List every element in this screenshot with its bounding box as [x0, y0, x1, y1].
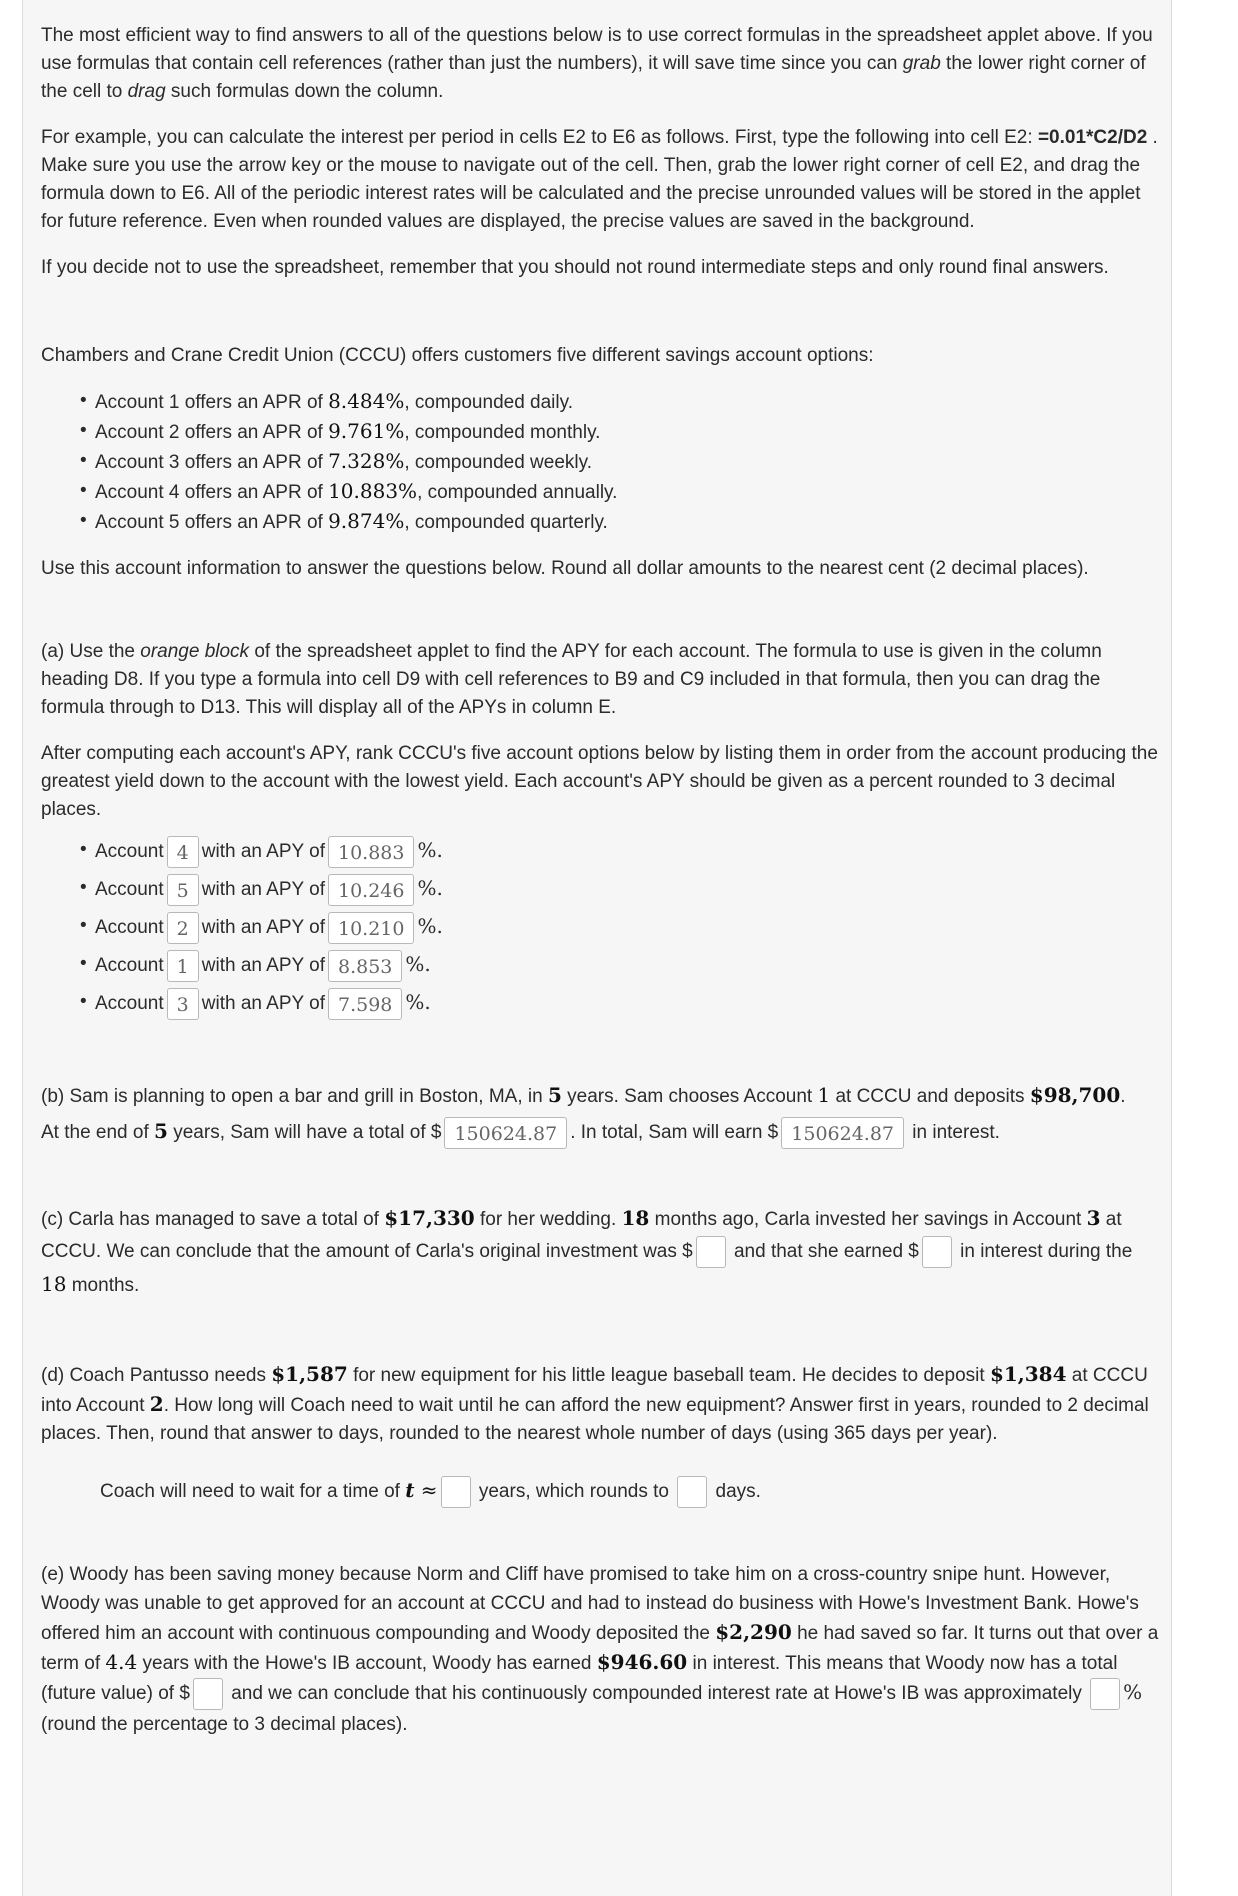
ranking-row: • Account 5 with an APY of 10.246 %.	[95, 874, 1161, 912]
wait-years-input[interactable]	[441, 1476, 471, 1508]
part-a-paragraph-1: (a) Use the orange block of the spreadsheet applet to find the APY for each account. The formula to use is given in the column heading D8. If you type a formula into cell D9 with cell references to B9 and C9 included in that formula, then you can drag the formula through to D13. This will display all of the APYs in column E.	[41, 641, 1102, 718]
account-number-input[interactable]: 1	[167, 950, 199, 982]
account-number-input[interactable]: 4	[167, 836, 199, 868]
account-item: • Account 1 offers an APR of 8.484%, compounded daily.	[95, 387, 1161, 417]
example-formula: =0.01*C2/D2	[1037, 127, 1148, 148]
apy-input[interactable]: 10.210	[328, 912, 414, 944]
apy-input[interactable]: 8.853	[328, 950, 402, 982]
part-b: (b) Sam is planning to open a bar and grill in Boston, MA, in 5 years. Sam chooses Account 1 at CCCU and deposits $98,700. At the end of 5 years, Sam will have a total of $ 150624.87 . In total, Sam will earn $ 150624.87 in interest.	[41, 1078, 1161, 1150]
apy-input[interactable]: 10.883	[328, 836, 414, 868]
ranking-row: • Account 2 with an APY of 10.210 %.	[95, 912, 1161, 950]
part-e: (e) Woody has been saving money because Norm and Cliff have promised to take him on a cross-country snipe hunt. However, Woody was unable to get approved for an account at CCCU and had to instead do business with Howe's Investment Bank. Howe's offered him an account with continuous compounding and Woody deposited the $2,290 he had saved so far. It turns out that over a term of 4.4 years with the Howe's IB account, Woody has earned $946.60 in interest. This means that Woody now has a total (future value) of $ and we can conclude that his continuously compounded interest rate at Howe's IB was approximately % (round the percentage to 3 decimal places).	[41, 1564, 1159, 1736]
part-a-paragraph-2: After computing each account's APY, rank CCCU's five account options below by listing them in order from the account producing the greatest yield down to the account with the lowest yield. Each account's APY should be given as a percent rounded to 3 decimal places.	[41, 743, 1158, 820]
rounding-note: Use this account information to answer the questions below. Round all dollar amounts to the nearest cent (2 decimal places).	[41, 558, 1089, 579]
account-number-input[interactable]: 2	[167, 912, 199, 944]
account-item: • Account 4 offers an APR of 10.883%, compounded annually.	[95, 477, 1161, 507]
part-d: (d) Coach Pantusso needs $1,587 for new equipment for his little league baseball team. He decides to deposit $1,384 at CCCU into Account 2. How long will Coach need to wait until he can afford the new equipment? Answer first in years, rounded to 2 decimal places. Then, round that answer to days, rounded to the nearest whole number of days (using 365 days per year).	[41, 1362, 1149, 1445]
original-investment-input[interactable]	[696, 1236, 726, 1268]
future-value-input[interactable]: 150624.87	[444, 1117, 567, 1149]
intro-paragraph-3: If you decide not to use the spreadsheet, remember that you should not round intermediate steps and only round final answers.	[41, 257, 1109, 278]
account-item: • Account 3 offers an APR of 7.328%, compounded weekly.	[95, 447, 1161, 477]
carla-interest-input[interactable]	[922, 1236, 952, 1268]
ranking-row: • Account 1 with an APY of 8.853 %.	[95, 950, 1161, 988]
apy-input[interactable]: 7.598	[328, 988, 402, 1020]
intro-paragraph-2: For example, you can calculate the interest per period in cells E2 to E6 as follows. First, type the following into cell E2: =0.01*C2/D2 . Make sure you use the arrow key or the mouse to navigate out of the cell. Then, grab the lower right corner of cell E2, and drag the formula down to E6. All of the periodic interest rates will be calculated and the precise unrounded values will be stored in the applet for future reference. Even when rounded values are displayed, the precise values are saved in the background.	[41, 127, 1158, 232]
part-c: (c) Carla has managed to save a total of $17,330 for her wedding. 18 months ago, Carla invested her savings in Account 3 at CCCU. We can conclude that the amount of Carla's original investment was $ and that she earned $ in interest during the 18 months.	[41, 1206, 1133, 1297]
account-number-input[interactable]: 5	[167, 874, 199, 906]
account-item: • Account 2 offers an APR of 9.761%, compounded monthly.	[95, 417, 1161, 447]
intro-paragraph-1: The most efficient way to find answers to all of the questions below is to use correct formulas in the spreadsheet applet above. If you use formulas that contain cell references (rather than just the numbers), it will save time since you can grab the lower right corner of the cell to drag such formulas down the column.	[41, 25, 1153, 102]
continuous-rate-input[interactable]	[1090, 1678, 1120, 1710]
ranking-row: • Account 4 with an APY of 10.883 %.	[95, 836, 1161, 874]
wait-days-input[interactable]	[677, 1476, 707, 1508]
question-content	[41, 22, 1161, 1739]
part-d-answer-line: Coach will need to wait for a time of t ≈ years, which rounds to days.	[41, 1472, 1161, 1510]
account-item: • Account 5 offers an APR of 9.874%, compounded quarterly.	[95, 507, 1161, 537]
apy-ranking-list	[41, 836, 1161, 1026]
ranking-row: • Account 3 with an APY of 7.598 %.	[95, 988, 1161, 1026]
interest-earned-input[interactable]: 150624.87	[781, 1117, 904, 1149]
apy-input[interactable]: 10.246	[328, 874, 414, 906]
account-number-input[interactable]: 3	[167, 988, 199, 1020]
account-list	[41, 387, 1161, 537]
woody-total-input[interactable]	[193, 1678, 223, 1710]
accounts-intro: Chambers and Crane Credit Union (CCCU) offers customers five different savings account options:	[41, 345, 874, 366]
